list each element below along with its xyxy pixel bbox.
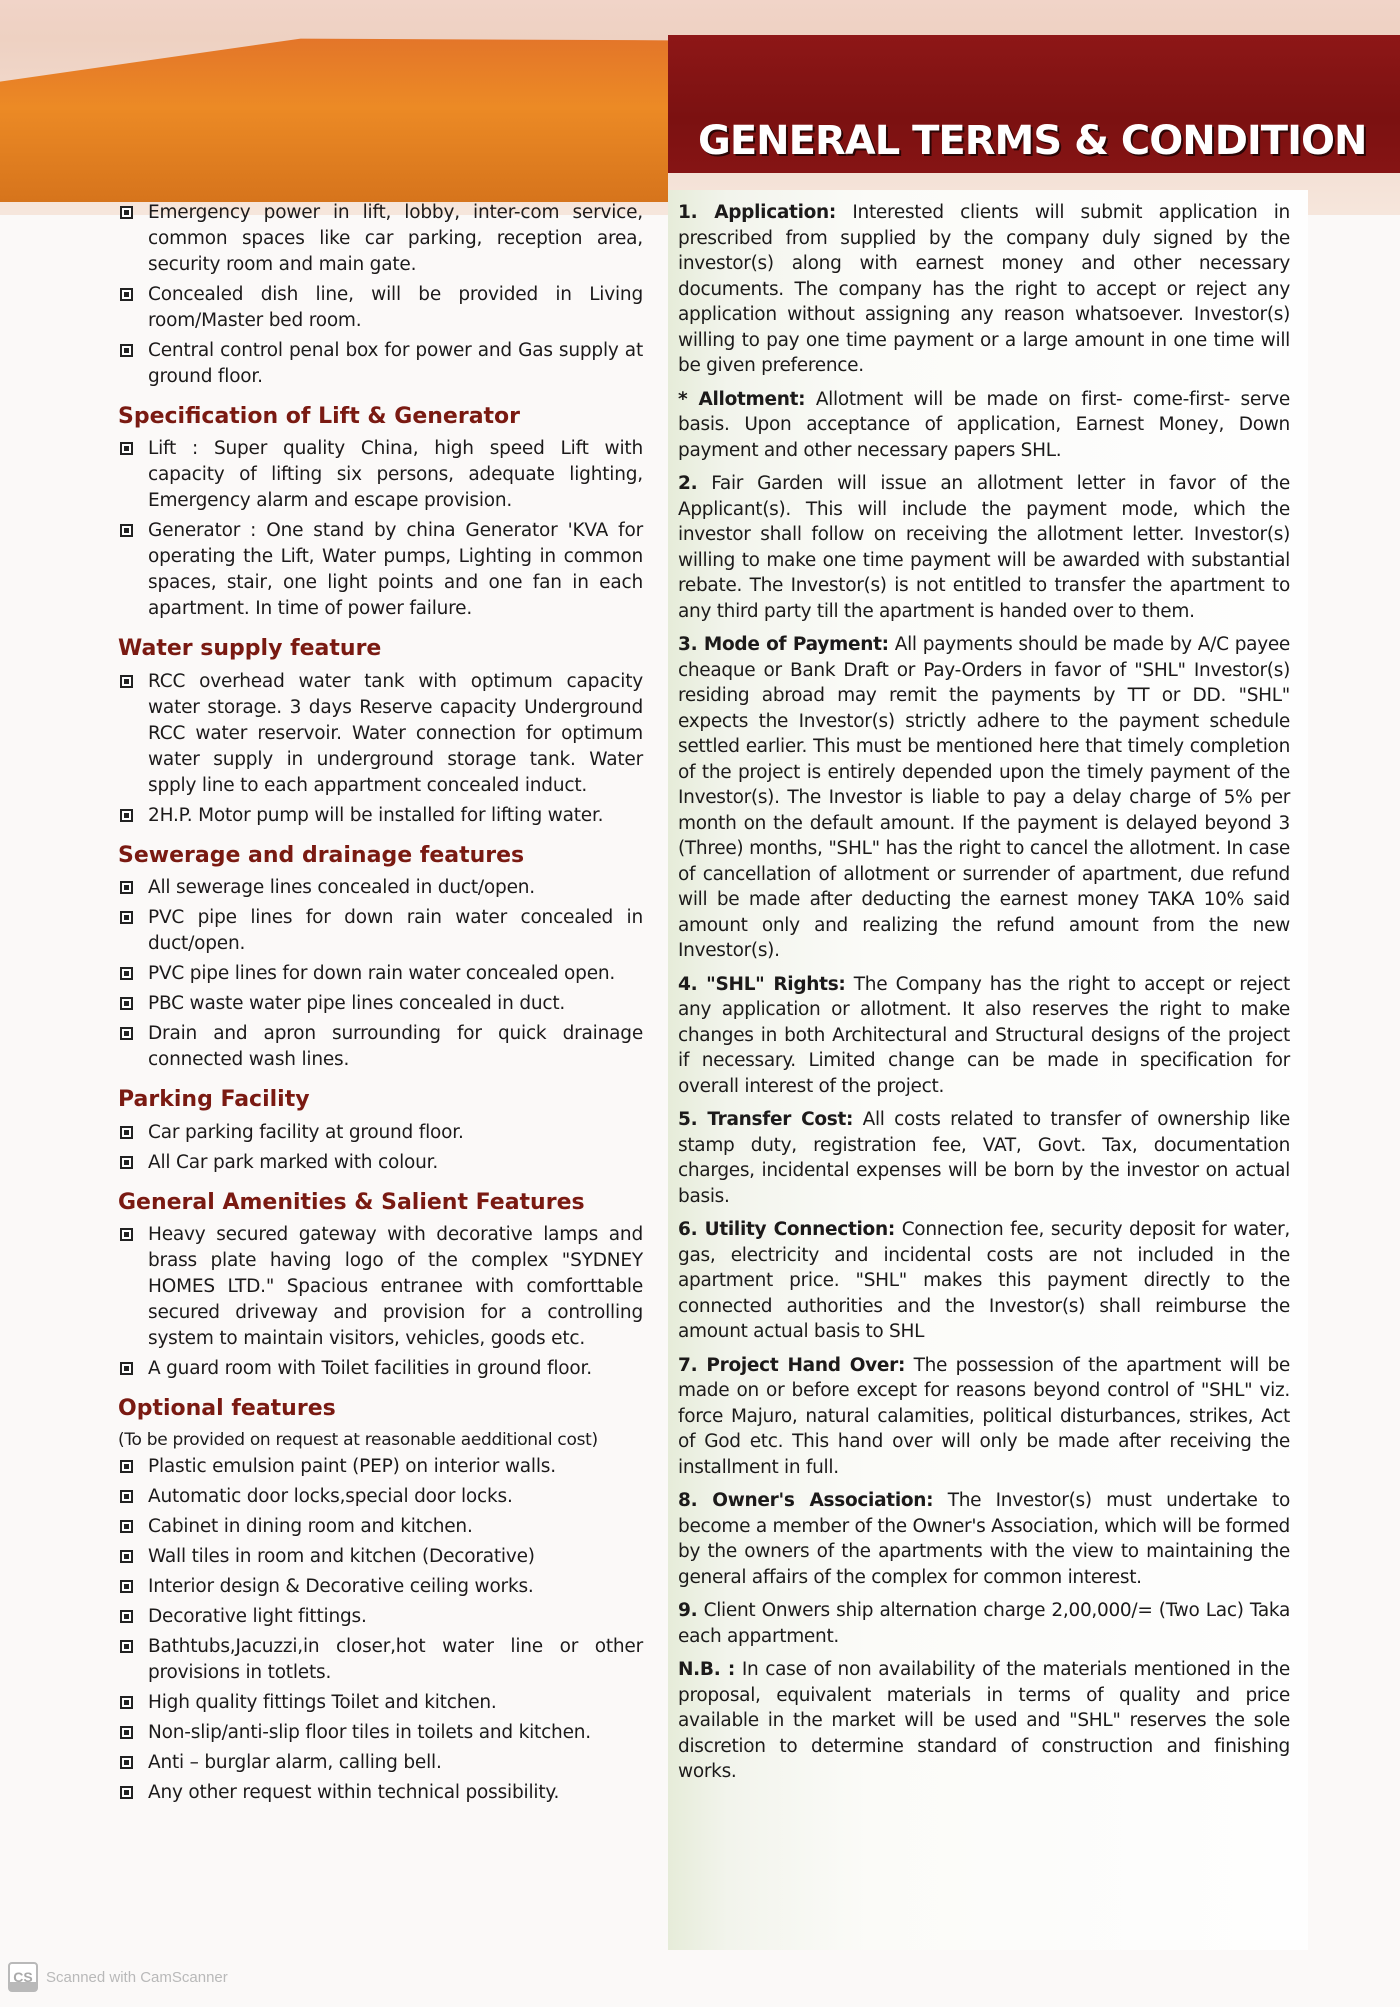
list-item-text: A guard room with Toilet facilities in ground floor. [148, 1357, 592, 1379]
term-label: 7. Project Hand Over: [678, 1354, 906, 1376]
list-item-text: Wall tiles in room and kitchen (Decorative) [148, 1546, 535, 1568]
features-column [118, 200, 643, 1810]
term-text: Connection fee, security deposit for water, gas, electricity and incidental costs are not included in the apartment price. "SHL" makes this payment directly to the connected authorities and the Investor(s) shall reimburse the amount actual basis to SHL [678, 1219, 1290, 1342]
list-item [118, 1120, 643, 1146]
list-item [118, 803, 643, 829]
term-label: 9. [678, 1600, 698, 1621]
term-text: All payments should be made by A/C payee cheaque or Bank Draft or Pay-Orders in favor of "SHL" Investor(s) residing abroad may remit the payments by TT or DD. "SHL" expects the Investor(s) strictly adhere to the payment schedule settled earlier. This must be mentioned here that timely completion of the project is entirely depended upon the timely payment of the Investor(s). The Investor is liable to pay a delay charge of 5% per month on the default amount. If the payment is delayed beyond 3 (Three) months, "SHL" has the right to cancel the allotment. In case of cancellation of allotment or surrender of apartment, due refund will be made after deducting the earnest money TAKA 10% said amount only and realizing the refund amount from the new Investor(s). [678, 634, 1291, 961]
checkbox-bullet-icon [120, 1786, 133, 1799]
feature-section [118, 843, 643, 1073]
checkbox-bullet-icon [120, 442, 133, 455]
list-item-text: Heavy secured gateway with decorative lamps and brass plate having logo of the complex "SYDNEY HOMES LTD." Spacious entranee with comforttable secured driveway and provision for a controlling system to maintain visitors, vehicles, goods etc. [148, 1223, 643, 1349]
list-item-text: PVC pipe lines for down rain water concealed in duct/open. [148, 907, 643, 955]
list-item [118, 669, 643, 799]
term-text: The Company has the right to accept or reject any application or allotment. It also reserves the right to make changes in both Architectural and Structural designs of the project if necessary. Limited change can be made in specification for overall interest of the project. [678, 973, 1290, 1097]
feature-list [118, 1222, 643, 1382]
list-item-text: Decorative light fittings. [148, 1606, 367, 1628]
term-text: All costs related to transfer of ownership like stamp duty, registration fee, VAT, Govt. Tax, documentation charges, incidental expenses will be born by the investor on actual basis. [678, 1109, 1290, 1207]
list-item [118, 436, 643, 514]
term-label: 8. Owner's Association: [678, 1490, 934, 1511]
list-item [118, 1720, 643, 1746]
term-label: 2. [678, 473, 698, 494]
section-title: Parking Facility [118, 1087, 310, 1113]
list-item-text: Plastic emulsion paint (PEP) on interior walls. [148, 1456, 556, 1478]
terms-column [668, 190, 1308, 1950]
section-title: Sewerage and drainage features [118, 842, 525, 868]
list-item-text: Generator : One stand by china Generator 'KVA for operating the Lift, Water pumps, Lighting in common spaces, stair, one light points and one fan in each apartment. In time of power failure. [148, 520, 643, 620]
feature-sections [118, 404, 643, 1806]
checkbox-bullet-icon [120, 1550, 133, 1563]
term-text: Interested clients will submit application in prescribed from supplied by the company duly signed by the investor(s) along with earnest money and other necessary documents. The company has the right to accept or reject any application without assigning any reason whatsoever. Investor(s) willing to pay one time payment or a large amount in one time will be given preference. [678, 202, 1290, 376]
feature-section [118, 636, 643, 828]
list-item [118, 1222, 643, 1352]
term-text: Client Onwers ship alternation charge 2,00,000/= (Two Lac) Taka each appartment. [678, 1600, 1290, 1647]
checkbox-bullet-icon [120, 1126, 133, 1139]
checkbox-bullet-icon [120, 675, 133, 688]
list-item-text: Automatic door locks,special door locks. [148, 1486, 513, 1508]
term-paragraph [678, 632, 1290, 964]
term-paragraph [678, 1107, 1290, 1209]
section-title: Optional features [118, 1395, 336, 1421]
checkbox-bullet-icon [120, 1696, 133, 1709]
checkbox-bullet-icon [120, 1726, 133, 1739]
list-item-text: All Car park marked with colour. [148, 1151, 439, 1173]
list-item-text: PVC pipe lines for down rain water concealed open. [148, 963, 616, 985]
page-title: GENERAL TERMS & CONDITION [698, 118, 1367, 164]
list-item-text: All sewerage lines concealed in duct/open. [148, 877, 535, 899]
intro-feature-list [118, 200, 643, 390]
watermark-text: Scanned with CamScanner [46, 1968, 228, 1986]
list-item-text: RCC overhead water tank with optimum capacity water storage. 3 days Reserve capacity Underground RCC water reservoir. Water connection for optimum water supply in underground storage tank. Water spply line to each appartment concealed induct. [148, 670, 643, 796]
checkbox-bullet-icon [120, 524, 133, 537]
term-text: The Investor(s) must undertake to become a member of the Owner's Association, which will be formed by the owners of the apartments with the view to maintaining the general affairs of the complex for common interest. [678, 1490, 1290, 1588]
checkbox-bullet-icon [120, 1362, 133, 1375]
list-item-text: Central control penal box for power and Gas supply at ground floor. [148, 340, 643, 387]
term-label: 3. Mode of Payment: [678, 634, 889, 655]
term-paragraph [678, 972, 1290, 1100]
term-text: The possession of the apartment will be made on or before except for reasons beyond control of "SHL" viz. force Majuro, natural calamities, political disturbances, strikes, Act of God etc. This hand over will only be made after receiving the installment in full. [678, 1354, 1291, 1478]
checkbox-bullet-icon [120, 1490, 133, 1503]
checkbox-bullet-icon [120, 809, 133, 822]
checkbox-bullet-icon [120, 881, 133, 894]
term-text: In case of non availability of the materials mentioned in the proposal, equivalent materials in terms of quality and price available in the market will be used and "SHL" reserves the sole discretion to determine standard of construction and finishing works. [678, 1659, 1290, 1782]
term-paragraph [678, 1217, 1290, 1345]
list-item [118, 1150, 643, 1176]
checkbox-bullet-icon [120, 1228, 133, 1241]
term-paragraph [678, 1598, 1290, 1649]
list-item [118, 1021, 643, 1073]
list-item [118, 1454, 643, 1480]
term-text: Allotment will be made on first- come-first- serve basis. Upon acceptance of application, Earnest Money, Down payment and other necessary papers SHL. [678, 388, 1291, 461]
list-item [118, 282, 643, 334]
list-item-text: High quality fittings Toilet and kitchen. [148, 1692, 497, 1714]
feature-section [118, 404, 643, 622]
list-item [118, 1574, 643, 1600]
feature-list [118, 875, 643, 1073]
checkbox-bullet-icon [120, 1756, 133, 1769]
list-item-text: Cabinet in dining room and kitchen. [148, 1516, 473, 1538]
checkbox-bullet-icon [120, 967, 133, 980]
term-label: 6. Utility Connection: [678, 1219, 895, 1240]
camscanner-watermark [8, 1962, 228, 1992]
list-item [118, 1484, 643, 1510]
term-paragraph [678, 471, 1290, 624]
feature-list [118, 1454, 643, 1806]
section-title: General Amenities & Salient Features [118, 1189, 585, 1215]
list-item-text: Non-slip/anti-slip floor tiles in toilets and kitchen. [148, 1722, 591, 1744]
term-label: 1. Application: [678, 202, 837, 223]
list-item-text: Concealed dish line, will be provided in Living room/Master bed room. [148, 284, 643, 331]
list-item-text: Any other request within technical possibility. [148, 1782, 560, 1804]
term-paragraph [678, 1657, 1290, 1785]
camscanner-logo-icon: CS [8, 1962, 38, 1992]
list-item [118, 1750, 643, 1776]
term-paragraph [678, 387, 1290, 464]
list-item [118, 961, 643, 987]
list-item [118, 1634, 643, 1686]
list-item [118, 905, 643, 957]
list-item [118, 875, 643, 901]
term-label: 5. Transfer Cost: [678, 1109, 854, 1130]
list-item [118, 991, 643, 1017]
list-item-text: Anti – burglar alarm, calling bell. [148, 1752, 442, 1774]
feature-list [118, 436, 643, 622]
list-item [118, 1356, 643, 1382]
term-paragraph [678, 1488, 1290, 1590]
section-note: (To be provided on request at reasonable aedditional cost) [118, 1430, 598, 1451]
checkbox-bullet-icon [120, 997, 133, 1010]
section-title: Water supply feature [118, 636, 382, 662]
list-item-text: Lift : Super quality China, high speed Lift with capacity of lifting six persons, adequate lighting, Emergency alarm and escape provision. [148, 438, 643, 512]
checkbox-bullet-icon [120, 1460, 133, 1473]
checkbox-bullet-icon [120, 1580, 133, 1593]
list-item-text: 2H.P. Motor pump will be installed for lifting water. [148, 804, 604, 826]
checkbox-bullet-icon [120, 1520, 133, 1533]
list-item-text: Car parking facility at ground floor. [148, 1121, 464, 1143]
term-paragraph [678, 1353, 1290, 1481]
feature-section [118, 1087, 643, 1175]
list-item-text: PBC waste water pipe lines concealed in duct. [148, 993, 566, 1015]
feature-section [118, 1190, 643, 1382]
list-item [118, 1780, 643, 1806]
checkbox-bullet-icon [120, 1640, 133, 1653]
list-item [118, 1604, 643, 1630]
checkbox-bullet-icon [120, 206, 133, 219]
feature-section [118, 1396, 643, 1806]
list-item-text: Interior design & Decorative ceiling works. [148, 1576, 534, 1598]
list-item [118, 200, 643, 278]
list-item-text: Drain and apron surrounding for quick drainage connected wash lines. [148, 1023, 643, 1071]
term-label: 4. "SHL" Rights: [678, 973, 846, 995]
checkbox-bullet-icon [120, 344, 133, 357]
list-item [118, 518, 643, 622]
checkbox-bullet-icon [120, 1610, 133, 1623]
list-item-text: Bathtubs,Jacuzzi,in closer,hot water line or other provisions in totlets. [148, 1636, 643, 1684]
checkbox-bullet-icon [120, 288, 133, 301]
term-paragraph [678, 200, 1290, 379]
feature-list [118, 669, 643, 829]
list-item [118, 338, 643, 390]
list-item [118, 1514, 643, 1540]
feature-list [118, 1120, 643, 1176]
list-item [118, 1690, 643, 1716]
checkbox-bullet-icon [120, 911, 133, 924]
term-text: Fair Garden will issue an allotment letter in favor of the Applicant(s). This will include the payment mode, which the investor shall follow on receiving the allotment letter. Investor(s) willing to make one time payment will be awarded with substantial rebate. The Investor(s) is not entitled to transfer the apartment to any third party till the apartment is handed over to them. [678, 473, 1290, 622]
checkbox-bullet-icon [120, 1027, 133, 1040]
list-item [118, 1544, 643, 1570]
term-label: * Allotment: [678, 388, 806, 410]
term-label: N.B. : [678, 1659, 735, 1680]
list-item-text: Emergency power in lift, lobby, inter-com service, common spaces like car parking, reception area, security room and main gate. [148, 202, 643, 275]
section-title: Specification of Lift & Generator [118, 404, 521, 429]
checkbox-bullet-icon [120, 1156, 133, 1169]
